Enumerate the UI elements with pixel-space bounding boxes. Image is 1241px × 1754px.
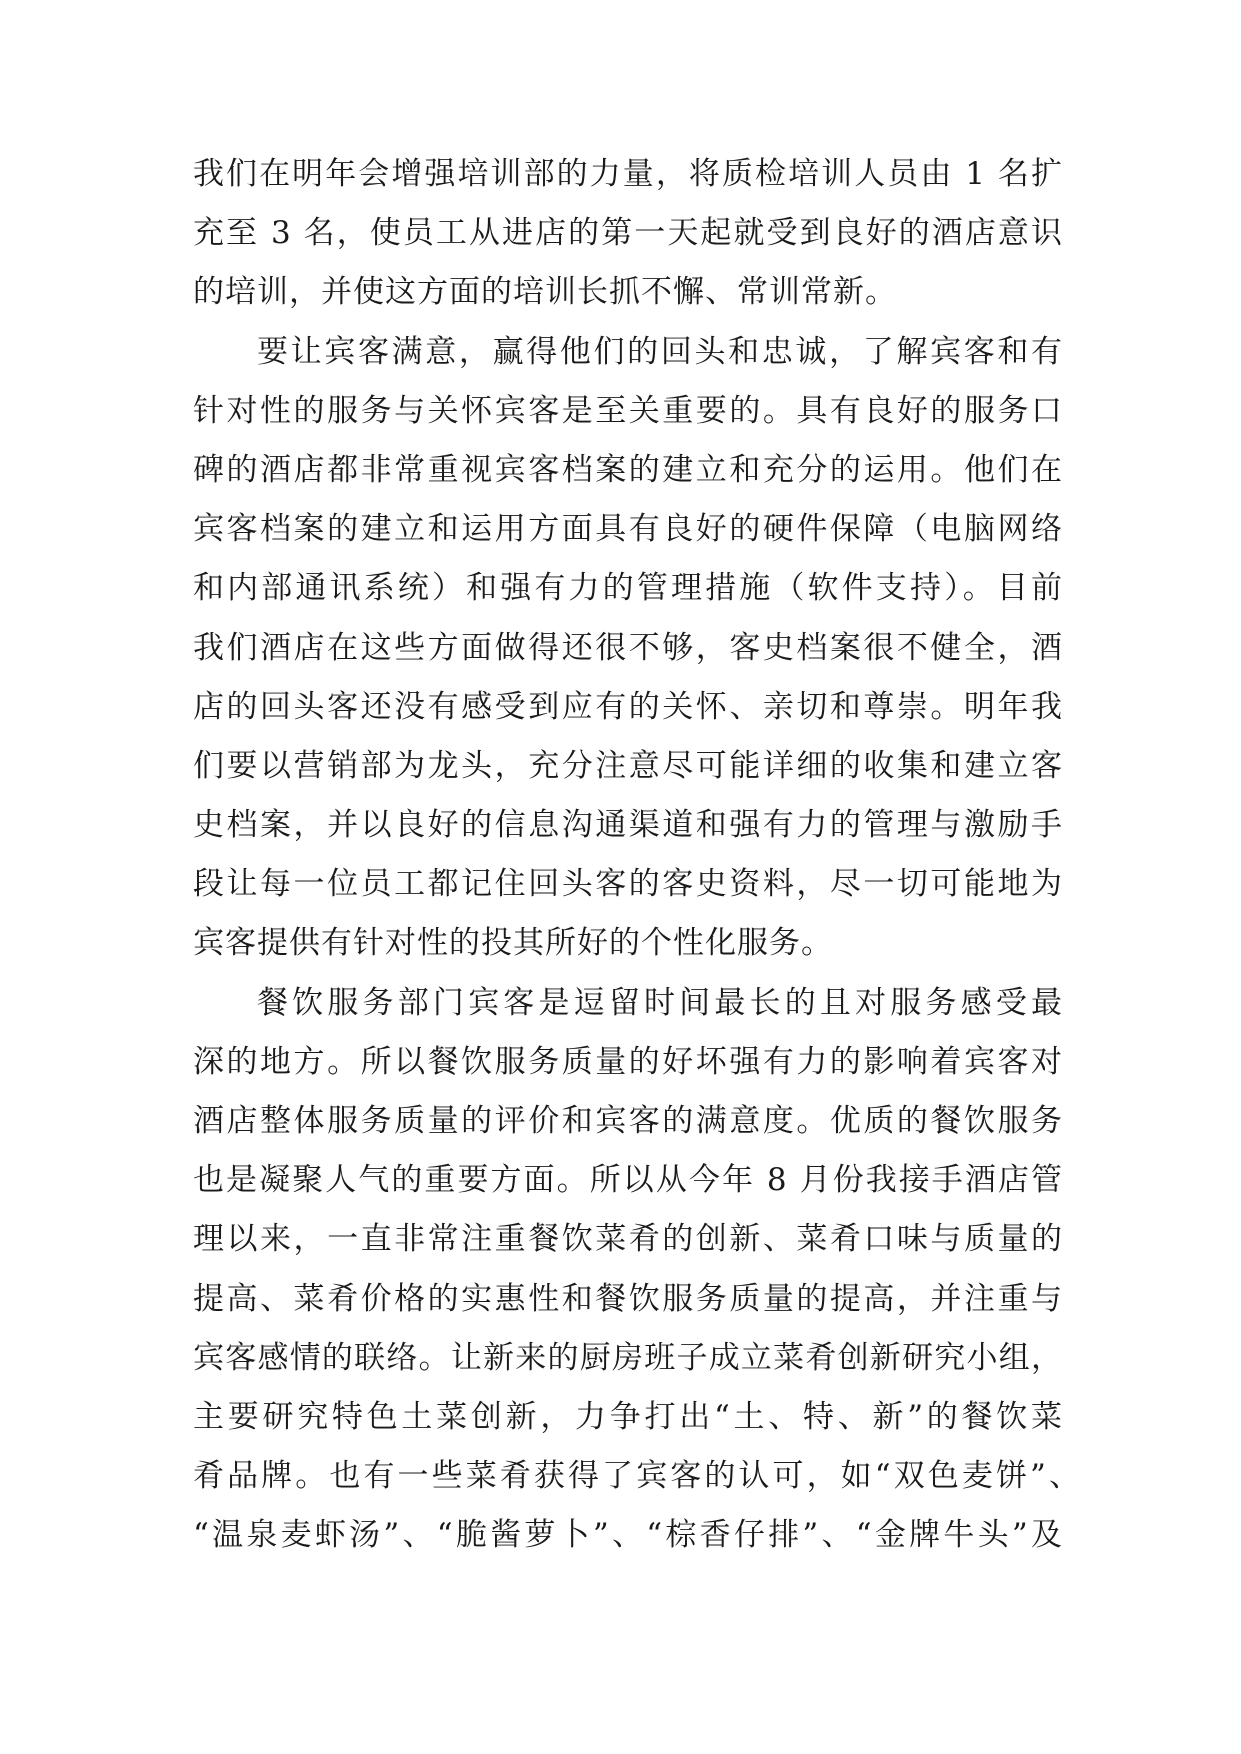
text-line: 我们酒店在这些方面做得还很不够，客史档案很不健全，酒 [193, 629, 1063, 666]
text-line: 提高、菜肴价格的实惠性和餐饮服务质量的提高，并注重与 [193, 1280, 1063, 1317]
body-text [193, 145, 1081, 1566]
text-line: 的培训，并使这方面的培训长抓不懈、常训常新。 [193, 274, 897, 311]
text-line: “温泉麦虾汤”、“脆酱萝卜”、“棕香仔排”、“金牌牛头”及 [193, 1517, 1063, 1554]
text-line: 段让每一位员工都记住回头客的客史资料，尽一切可能地为 [193, 866, 1063, 903]
text-line: 酒店整体服务质量的评价和宾客的满意度。优质的餐饮服务 [193, 1103, 1063, 1139]
text-line: 餐饮服务部门宾客是逗留时间最长的且对服务感受最 [257, 984, 1063, 1021]
text-line: 宾客提供有针对性的投其所好的个性化服务。 [193, 925, 833, 962]
text-line: 碑的酒店都非常重视宾客档案的建立和充分的运用。他们在 [193, 451, 1063, 488]
text-line: 和内部通讯系统）和强有力的管理措施（软件支持）。目前 [193, 570, 1063, 607]
paragraph-guest-records [193, 323, 1063, 974]
text-line: 宾客感情的联络。让新来的厨房班子成立菜肴创新研究小组， [193, 1339, 1063, 1376]
text-line: 要让宾客满意，赢得他们的回头和忠诚，了解宾客和有 [257, 333, 1063, 370]
text-line: 我们在明年会增强培训部的力量，将质检培训人员由 1 名扩 [193, 156, 1063, 192]
paragraph-training [193, 145, 1063, 323]
text-line: 针对性的服务与关怀宾客是至关重要的。具有良好的服务口 [193, 392, 1063, 429]
text-line: 肴品牌。也有一些菜肴获得了宾客的认可，如“双色麦饼”、 [193, 1458, 1081, 1495]
text-line: 深的地方。所以餐饮服务质量的好坏强有力的影响着宾客对 [193, 1043, 1063, 1080]
text-line: 宾客档案的建立和运用方面具有良好的硬件保障（电脑网络 [193, 511, 1063, 548]
text-line: 们要以营销部为龙头，充分注意尽可能详细的收集和建立客 [193, 747, 1063, 784]
text-line: 也是凝聚人气的重要方面。所以从今年 8 月份我接手酒店管 [193, 1162, 1063, 1199]
text-line: 店的回头客还没有感受到应有的关怀、亲切和尊崇。明年我 [193, 688, 1063, 725]
text-line: 理以来，一直非常注重餐饮菜肴的创新、菜肴口味与质量的 [193, 1221, 1063, 1258]
text-line: 充至 3 名，使员工从进店的第一天起就受到良好的酒店意识 [193, 215, 1063, 252]
text-line: 史档案，并以良好的信息沟通渠道和强有力的管理与激励手 [193, 807, 1063, 844]
text-line: 主要研究特色土菜创新，力争打出“土、特、新”的餐饮菜 [193, 1398, 1063, 1435]
paragraph-catering [193, 974, 1081, 1566]
